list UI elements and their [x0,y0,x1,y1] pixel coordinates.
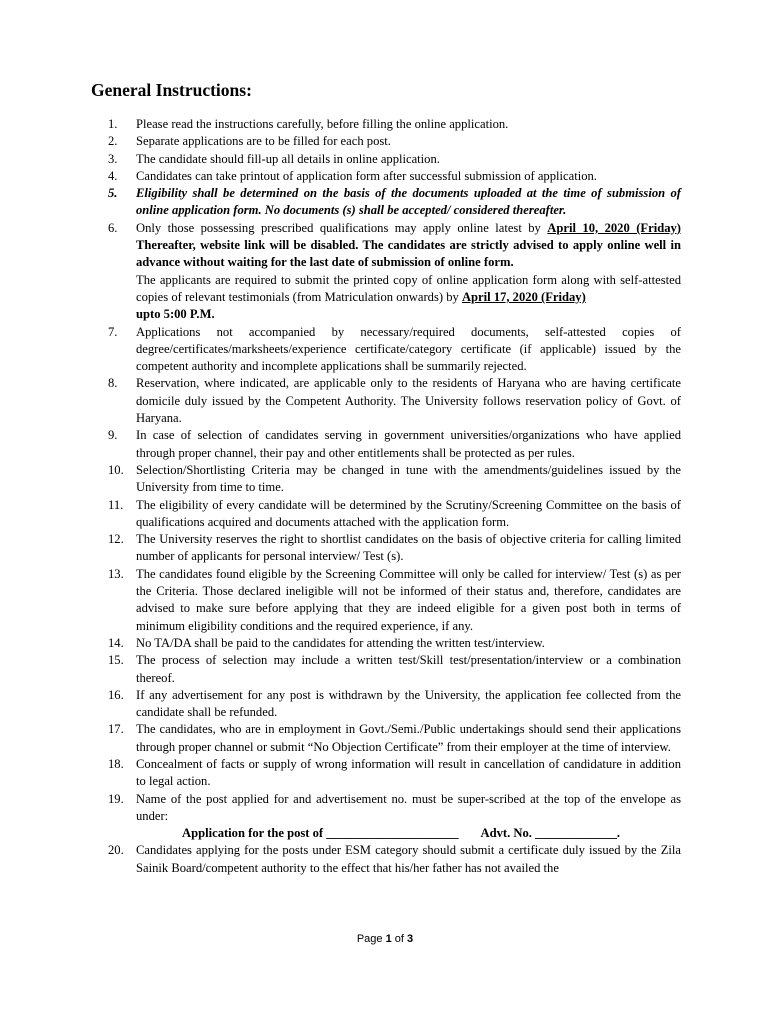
item-number: 8. [108,376,118,391]
list-item [0,168,770,185]
item-text: Please read the instructions carefully, before filling the online application. [136,117,509,131]
item-text: Candidates applying for the posts under ESM category should submit a certificate duly issued by the Zila Sainik Board/competent authority to the effect that his/her father has not availed the [136,843,681,875]
application-post-blank: Application for the post of _____________________ [182,826,459,841]
item-text: The process of selection may include a written test/Skill test/presentation/interview or a combination thereof. [136,653,681,685]
item-text: The eligibility of every candidate will be determined by the Scrutiny/Screening Committee on the basis of qualifications acquired and documents attached with the application form. [136,497,681,529]
instructions-list [0,116,770,877]
deadline-date: April 17, 2020 (Friday) [461,289,586,304]
item-text: Separate applications are to be filled for each post. [136,134,391,149]
item-number: 20. [108,843,124,858]
list-item [0,687,770,722]
item-number: 10. [108,462,124,477]
item-text: Only those possessing prescribed qualifications may apply online latest by [136,220,548,235]
list-item [0,652,770,687]
list-item [0,635,770,652]
item-number: 14. [108,635,124,650]
item-text: The candidates, who are in employment in Govt./Semi./Public undertakings should send their applications through proper channel or submit “No Objection Certificate” from their employer at the time of interview. [136,722,681,754]
deadline-date: April 10, 2020 (Friday) [547,220,681,235]
item-text: If any advertisement for any post is withdrawn by the University, the application fee collected from the candidate shall be refunded. [136,687,681,720]
item-text: The applicants are required to submit the printed copy of online application form along with self-attested copies of relevant testimonials (from Matriculation onwards) by [136,272,681,304]
deadline-time: upto 5:00 P.M. [136,307,215,322]
item-text: Selection/Shortlisting Criteria may be changed in tune with the amendments/guidelines issued by the University from time to time. [136,462,681,495]
page-heading: General Instructions: [91,80,252,100]
item-number: 18. [108,756,124,771]
list-item [0,324,770,376]
item-text: The University reserves the right to shortlist candidates on the basis of objective criteria for calling limited number of applicants for personal interview/ Test (s). [136,532,681,564]
item-number: 15. [108,653,124,668]
list-item [0,185,770,220]
item-number: 12. [108,532,124,547]
list-item [0,791,770,843]
list-item [0,133,770,150]
list-item [0,531,770,566]
page-footer [0,933,770,945]
item-text: In case of selection of candidates serving in government universities/organizations who have applied through proper channel, their pay and other entitlements shall be protected as per rules. [136,428,681,460]
item-number: 4. [108,168,118,183]
item-number: 17. [108,722,124,737]
list-item [0,462,770,497]
page-label: Page [356,933,386,945]
list-item [0,427,770,462]
item-text: Applications not accompanied by necessary/required documents, self-attested copies of degree/certificates/marksheets/experience certificate/category certificate (if applicable) issued by the competent authority and incomplete applications shall be summarily rejected. [136,324,681,374]
list-item [0,566,770,635]
advt-no-blank: Advt. No. _____________. [480,826,621,841]
current-page-number: 1 [385,933,392,945]
item-number: 5. [108,186,118,201]
item-number: 16. [108,687,124,702]
list-item [0,497,770,532]
item-text: Candidates can take printout of application form after successful submission of application. [136,168,597,183]
item-number: 19. [108,791,124,806]
item-text: No TA/DA shall be paid to the candidates for attending the written test/interview. [136,635,545,650]
item-number: 11. [108,497,124,512]
list-item [0,220,770,324]
item-text: Eligibility shall be determined on the basis of the documents uploaded at the time of submission of online application form. No documents (s) shall be accepted/ considered thereafter. [136,186,681,218]
item-number: 6. [108,220,118,235]
item-number: 2. [108,134,118,149]
item-number: 7. [108,324,118,339]
total-pages-number: 3 [407,933,414,945]
envelope-format-line [136,825,681,842]
item-text: Concealment of facts or supply of wrong information will result in cancellation of candidature in addition to legal action. [136,756,681,789]
list-item [0,116,770,133]
item-text: Reservation, where indicated, are applicable only to the residents of Haryana who are having certificate domicile duly issued by the Competent Authority. The University follows reservation policy of Govt. of Haryana. [136,376,681,426]
item-text: Name of the post applied for and advertisement no. must be super-scribed at the top of the envelope as under: [136,791,681,823]
item-number: 3. [108,151,118,166]
item-number: 13. [108,566,124,581]
item-number: 1. [108,117,118,131]
item-text: The candidates found eligible by the Screening Committee will only be called for interview/ Test (s) as per the Criteria. Those declared ineligible will not be informed of their status and, therefore, candidates are advised to make sure before applying that they are indeed eligible for a given post both in terms of minimum eligibility conditions and the required experience, if any. [136,566,681,633]
item-text: The candidate should fill-up all details in online application. [136,151,440,166]
list-item [0,721,770,756]
list-item [0,756,770,791]
list-item [0,151,770,168]
page-of-label: of [391,933,408,945]
item-text-bold: Thereafter, website link will be disabled. The candidates are strictly advised to apply online well in advance without waiting for the last date of submission of online form. [136,238,681,270]
item-number: 9. [108,428,118,443]
list-item [0,375,770,427]
list-item [0,842,770,877]
